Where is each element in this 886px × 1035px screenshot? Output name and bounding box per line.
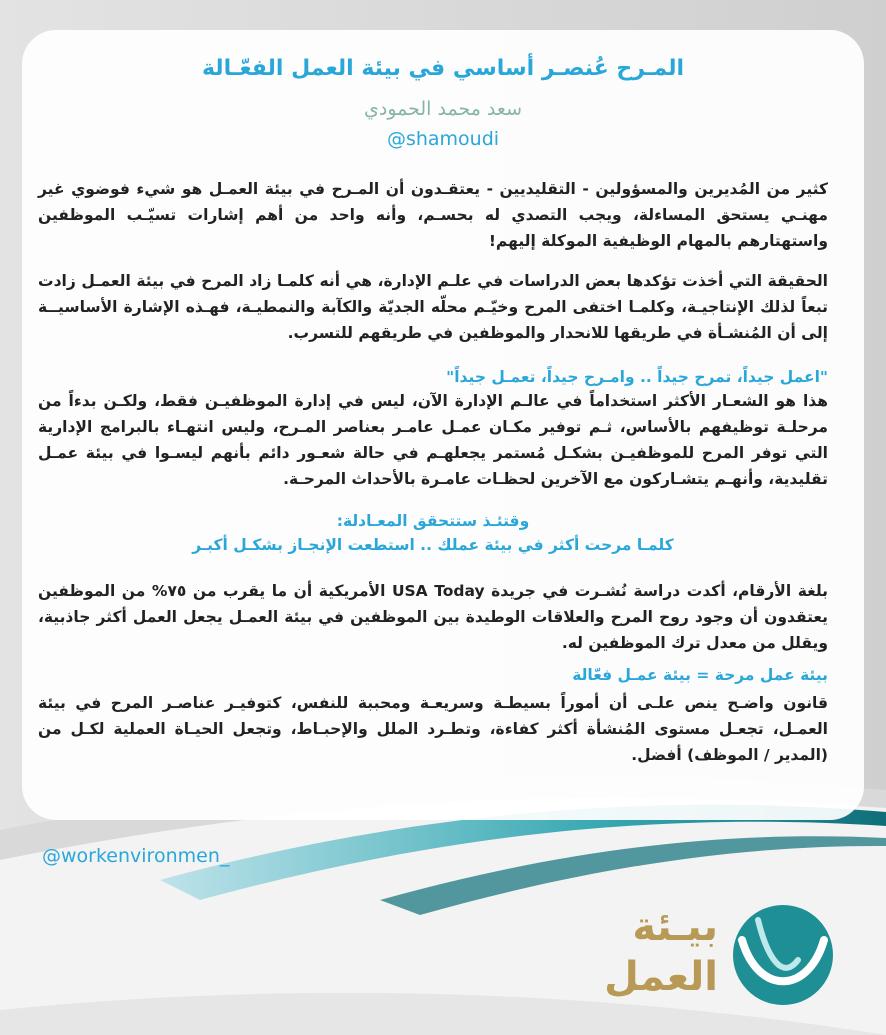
logo-line-2: العمل <box>604 954 718 1000</box>
paragraph-5: قانون واضـح ينص علـى أن أموراً بسيطـة وسريعـة ومحببة للنفس، كتوفيـر عناصـر المرح في بيئة العمـل، تجعـل مستوى المُنشأة أكثر كفاءة، وتطـرد الملل والإحبـاط، وتجعل الحيـاة العملية لكـل من (المدير / الموظف) أفضل. <box>38 694 828 764</box>
paragraph-1: كثير من المُديرين والمسؤولين - التقليديين - يعتقـدون أن المـرح في بيئة العمـل هو شيء فوضوي غير مهنـي يستحق المساءلة، ويجب التصدي له بحسـم، وأنه واحد من أهم إشارات تسيّـب الموظفين واستهتارهم بالمهام الوظيفية الموكلة إليهم! <box>38 180 828 250</box>
quote-heading: "اعمل جيداً، تمرح جيداً .. وامـرح جيداً، تعمـل جيداً" <box>446 368 828 386</box>
paragraph-4: بلغة الأرقام، أكدت دراسة نُشـرت في جريدة USA Today الأمريكية أن ما يقرب من ٧٥% من الموظفين يعتقدون أن وجود روح المرح والعلاقات الوطيدة بين الموظفين في بيئة العمـل يجعل العمل أكثر جاذبية، ويقلل من معدل ترك الموظفين له. <box>38 582 828 652</box>
logo-icon <box>728 900 838 1010</box>
equation-intro: وقتئـذ ستتحقق المعـادلة: <box>336 512 530 530</box>
paragraph-2: الحقيقة التي أخذت تؤكدها بعض الدراسات في علـم الإدارة، هي أنه كلمـا زاد المرح في بيئة العمـل زادت تبعاً لذلك الإنتاجيـة، وكلمـا اختفى المرح وخيّـم محلّه الجديّة والكآبة والنمطيـة، فهـذه الإشارة الأساسيــة إلى أن المُنشـأة في طريقها للانحدار والموظفين في طريقهم للتسرب. <box>38 272 828 342</box>
author-name: سعد محمد الحمودي <box>363 98 522 120</box>
logo-wordmark <box>598 902 718 1002</box>
logo-line-1: بيـئة <box>632 904 718 950</box>
author-handle[interactable]: @shamoudi <box>386 128 500 150</box>
footer-handle[interactable]: @workenvironmen_ <box>42 845 230 867</box>
formula-heading: بيئة عمل مرحة = بيئة عمـل فعّالة <box>572 666 828 684</box>
equation-text: كلمـا مرحت أكثر في بيئة عملك .. استطعت الإنجـاز بشكـل أكبـر <box>192 536 674 554</box>
article-title: المـرح عُنصـر أساسي في بيئة العمل الفعّـالة <box>201 56 685 81</box>
paragraph-3: هذا هو الشعـار الأكثر استخداماً في عالـم الإدارة الآن، ليس في إدارة الموظفيـن فقط، ولكـن بدءاً من مرحلـة توظيفهم بالأساس، ثـم توفير مكـان عمـل عامـر بعناصر المـرح، وليس انتهـاء بالبرامج الإدارية التي توفر المرح للموظفيـن بشكـل مُستمر يجعلهـم في حالة شعـور دائم بأنهم ليسـوا في بيئة عمـل تقليدية، وأنهـم يتشـاركون مع الآخرين لحظـات عامـرة بالأحداث المرحـة. <box>38 392 828 488</box>
